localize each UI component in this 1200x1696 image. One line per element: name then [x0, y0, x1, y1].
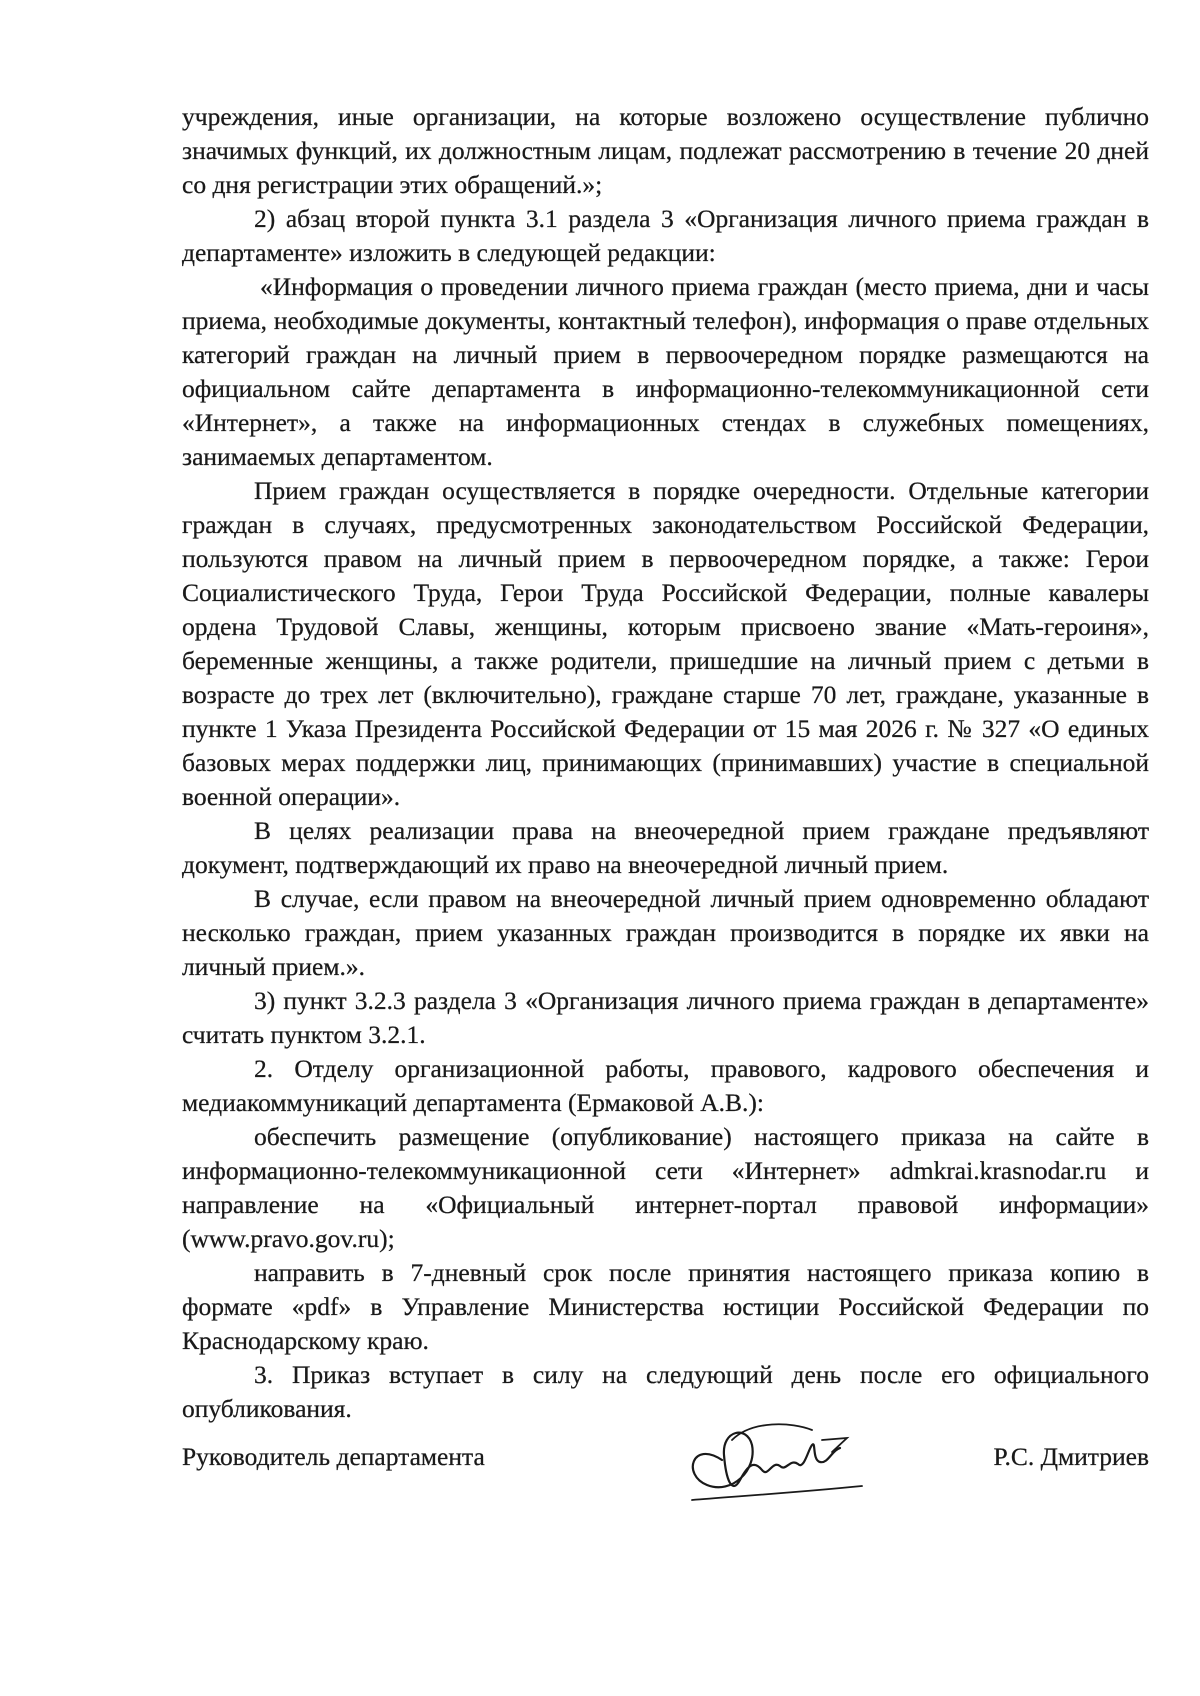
signature-block [182, 1440, 1149, 1520]
paragraph-send-copy: направить в 7-дневный срок после принятия настоящего приказа копию в формате «pdf» в Управление Министерства юстиции Российской Федерации по Краснодарскому краю. [182, 1258, 1149, 1355]
signatory-position: Руководитель департамента [182, 1442, 485, 1471]
paragraph-continuation: учреждения, иные организации, на которые возложено осуществление публично значимых функций, их должностным лицам, подлежат рассмотрению в течение 20 дней со дня регистрации этих обращений.»; [182, 102, 1149, 199]
signatory-name: Р.С. Дмитриев [993, 1442, 1149, 1471]
paragraph-item-3: 3. Приказ вступает в силу на следующий день после его официального опубликования. [182, 1360, 1149, 1423]
paragraph-publication: обеспечить размещение (опубликование) настоящего приказа на сайте в информационно-телекоммуникационной сети «Интернет» admkrai.krasnodar.ru и направление на «Официальный интернет-портал правовой информации» (www.pravo.gov.ru); [182, 1122, 1149, 1253]
paragraph-amendment-3: 3) пункт 3.2.3 раздела 3 «Организация личного приема граждан в департаменте» считать пунктом 3.2.1. [182, 986, 1149, 1049]
paragraph-document-requirement: В целях реализации права на внеочередной прием граждане предъявляют документ, подтверждающий их право на внеочередной личный прием. [182, 816, 1149, 879]
handwritten-signature [662, 1400, 882, 1520]
document-body [182, 100, 1149, 1426]
paragraph-info-quote: «Информация о проведении личного приема граждан (место приема, дни и часы приема, необходимые документы, контактный телефон), информация о праве отдельных категорий граждан на личный прием в первоочередном порядке размещаются на официальном сайте департамента в информационно-телекоммуникационной сети «Интернет», а также на информационных стендах в служебных помещениях, занимаемых департаментом. [182, 272, 1149, 471]
paragraph-simultaneous-right: В случае, если правом на внеочередной личный прием одновременно обладают несколько граждан, прием указанных граждан производится в порядке их явки на личный прием.». [182, 884, 1149, 981]
paragraph-amendment-2: 2) абзац второй пункта 3.1 раздела 3 «Организация личного приема граждан в департаменте» изложить в следующей редакции: [182, 204, 1149, 267]
paragraph-item-2: 2. Отделу организационной работы, правового, кадрового обеспечения и медиакоммуникаций департамента (Ермаковой А.В.): [182, 1054, 1149, 1117]
paragraph-reception-order: Прием граждан осуществляется в порядке очередности. Отдельные категории граждан в случаях, предусмотренных законодательством Российской Федерации, пользуются правом на личный прием в первоочередном порядке, а также: Герои Социалистического Труда, Герои Труда Российской Федерации, полные кавалеры ордена Трудовой Славы, женщины, которым присвоено звание «Мать-героиня», беременные женщины, а также родители, пришедшие на личный прием с детьми в возрасте до трех лет (включительно), граждане старше 70 лет, граждане, указанные в пункте 1 Указа Президента Российской Федерации от 15 мая 2026 г. № 327 «О единых базовых мерах поддержки лиц, принимающих (принимавших) участие в специальной военной операции». [182, 476, 1149, 811]
